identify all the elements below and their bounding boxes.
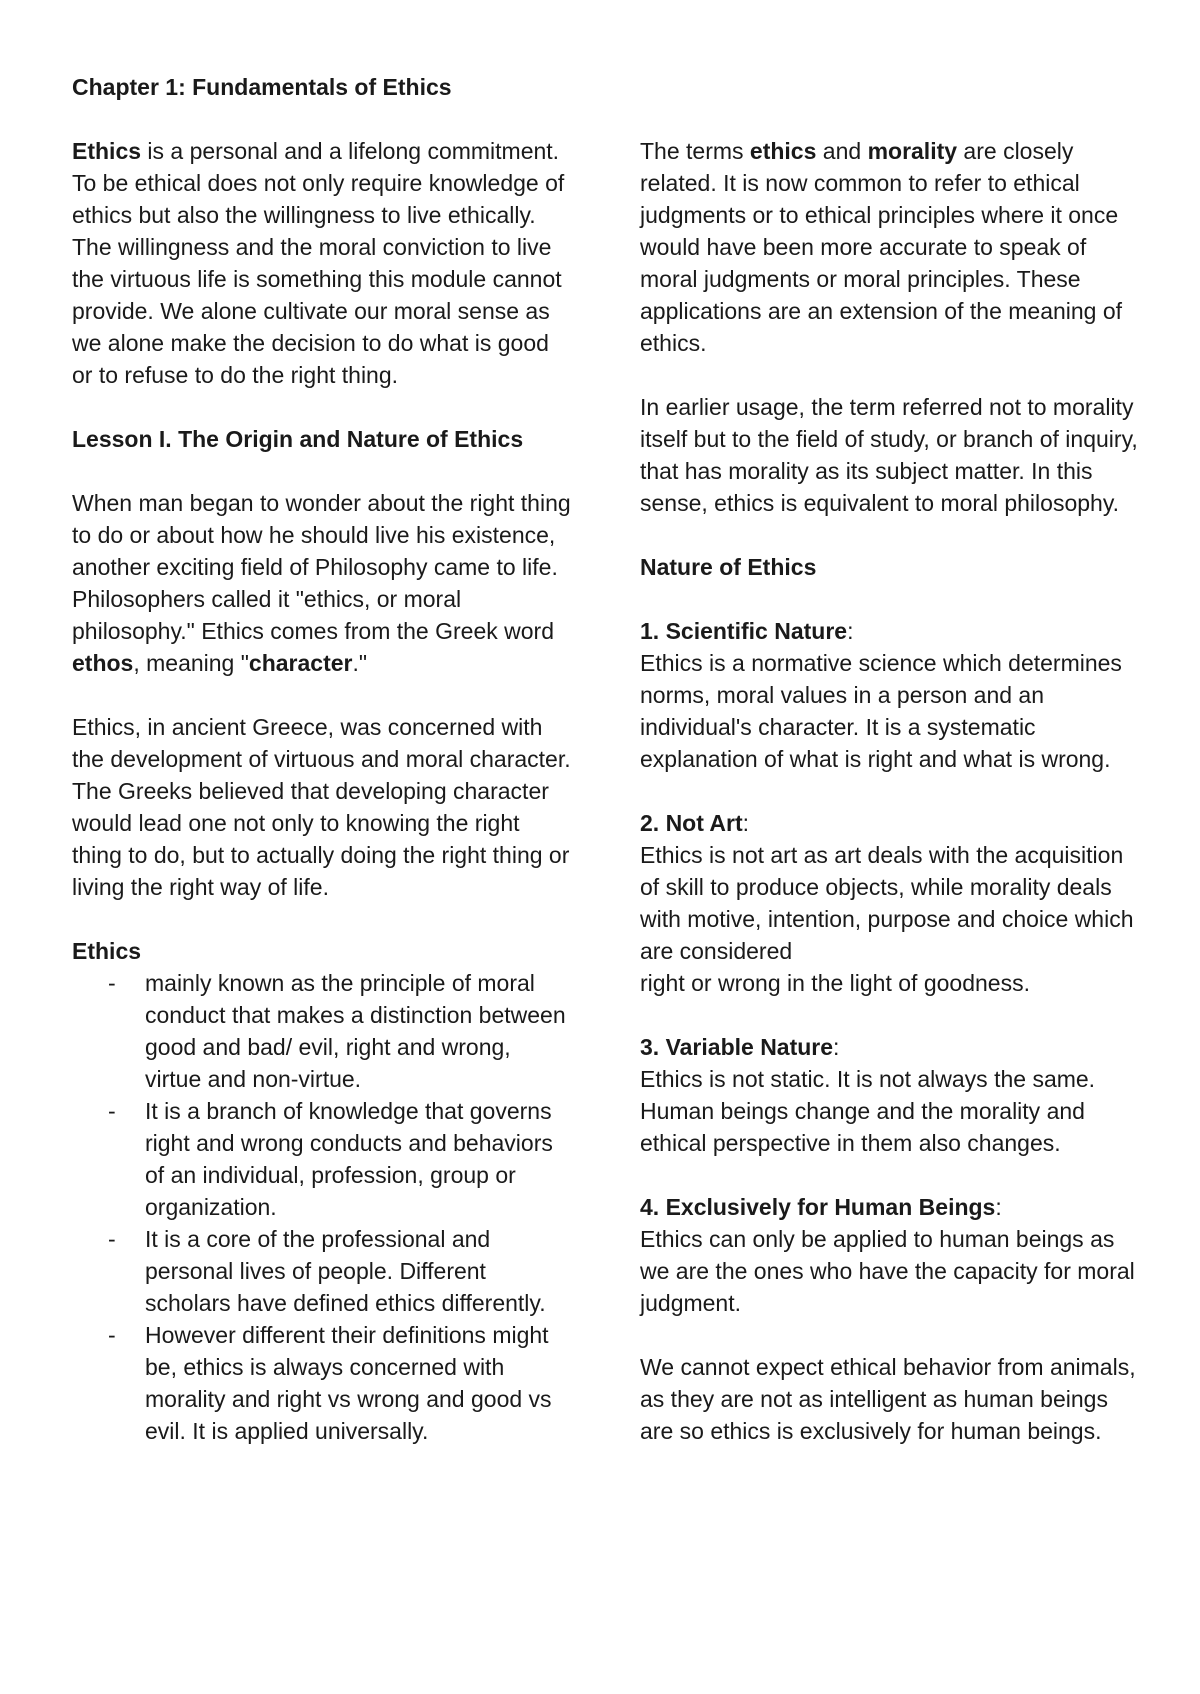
dash-bullet: - bbox=[108, 1226, 116, 1252]
ethics-heading bbox=[72, 935, 572, 967]
nature-item-text: Ethics is a normative science which determines norms, moral values in a person and an individual's character. It is a systematic explanation of what is right and what is wrong. bbox=[640, 650, 1122, 772]
list-item bbox=[72, 1223, 572, 1319]
nature-item-text: Ethics is not art as art deals with the acquisition of skill to produce objects, while morality deals with motive, intention, purpose and choice which are considered bbox=[640, 842, 1134, 964]
nature-item-label: 2. Not Art bbox=[640, 810, 743, 836]
nature-item-colon: : bbox=[995, 1194, 1002, 1220]
ethics-definition-list bbox=[72, 967, 572, 1447]
nature-item-text-continued: right or wrong in the light of goodness. bbox=[640, 970, 1030, 996]
list-item bbox=[72, 1319, 572, 1447]
nature-item-not-art bbox=[640, 807, 1145, 999]
list-item-text: It is a core of the professional and personal lives of people. Different scholars have defined ethics differently. bbox=[145, 1226, 546, 1316]
dash-bullet: - bbox=[108, 1098, 116, 1124]
terms-paragraph bbox=[640, 135, 1145, 359]
dash-bullet: - bbox=[108, 970, 116, 996]
nature-heading: Nature of Ethics bbox=[640, 554, 817, 580]
chapter-title: Chapter 1: Fundamentals of Ethics bbox=[72, 74, 452, 100]
origin-bold-ethos: ethos bbox=[72, 650, 134, 676]
nature-item-human bbox=[640, 1191, 1145, 1319]
intro-text: is a personal and a lifelong commitment. To be ethical does not only require knowledge of ethics but also the willingness to live ethically. The willingness and the moral conviction to live the virtuous life is something this module cannot provide. We alone cultivate our moral sense as we alone make the decision to do what is good or to refuse to do the right thing. bbox=[72, 138, 565, 388]
terms-text-a: The terms bbox=[640, 138, 750, 164]
ethics-heading-text: Ethics bbox=[72, 938, 142, 964]
list-item-text: It is a branch of knowledge that governs right and wrong conducts and behaviors of an individual, profession, group or organization. bbox=[145, 1098, 553, 1220]
nature-item-label: 1. Scientific Nature bbox=[640, 618, 848, 644]
origin-text-c: , meaning " bbox=[133, 650, 249, 676]
nature-item-variable bbox=[640, 1031, 1145, 1159]
right-column bbox=[640, 135, 1145, 1479]
nature-item-colon: : bbox=[742, 810, 750, 836]
closing-paragraph: We cannot expect ethical behavior from animals, as they are not as intelligent as human beings are so ethics is exclusively for human beings. bbox=[640, 1354, 1136, 1444]
origin-paragraph bbox=[72, 487, 572, 679]
origin-text-d: ." bbox=[352, 650, 368, 676]
terms-bold-ethics: ethics bbox=[749, 138, 817, 164]
left-column bbox=[72, 135, 572, 1447]
origin-text-a: When man began to wonder about the right thing to do or about how he should live his existence, another exciting field of Philosophy came to life. Philosophers called it "ethics, or moral philosophy." Ethics comes from the Greek word bbox=[72, 490, 571, 644]
list-item bbox=[72, 1095, 572, 1223]
origin-bold-character: character bbox=[248, 650, 353, 676]
terms-text-d: are closely related. It is now common to refer to ethical judgments or to ethical principles where it once would have been more accurate to speak of moral judgments or moral principles. These applications are an extension of the meaning of ethics. bbox=[640, 138, 1123, 356]
usage-paragraph: In earlier usage, the term referred not to morality itself but to the field of study, or branch of inquiry, that has morality as its subject matter. In this sense, ethics is equivalent to moral philosophy. bbox=[640, 394, 1138, 516]
nature-item-scientific bbox=[640, 615, 1145, 775]
list-item-text: However different their definitions might be, ethics is always concerned with morality and right vs wrong and good vs evil. It is applied universally. bbox=[145, 1322, 552, 1444]
lesson-heading: Lesson I. The Origin and Nature of Ethics bbox=[72, 426, 524, 452]
nature-item-label: 4. Exclusively for Human Beings bbox=[640, 1194, 996, 1220]
nature-item-label: 3. Variable Nature bbox=[640, 1034, 834, 1060]
list-item bbox=[72, 967, 572, 1095]
nature-item-colon: : bbox=[833, 1034, 840, 1060]
terms-bold-morality: morality bbox=[867, 138, 958, 164]
nature-item-colon: : bbox=[847, 618, 854, 644]
nature-item-text: Ethics can only be applied to human beings as we are the ones who have the capacity for moral judgment. bbox=[640, 1226, 1135, 1316]
intro-bold-term: Ethics bbox=[72, 138, 142, 164]
intro-paragraph bbox=[72, 135, 572, 391]
nature-item-text: Ethics is not static. It is not always the same. Human beings change and the morality and ethical perspective in them also changes. bbox=[640, 1066, 1096, 1156]
dash-bullet: - bbox=[108, 1322, 116, 1348]
list-item-text: mainly known as the principle of moral conduct that makes a distinction between good and bad/ evil, right and wrong, virtue and non-virtue. bbox=[145, 970, 566, 1092]
greece-paragraph: Ethics, in ancient Greece, was concerned with the development of virtuous and moral character. The Greeks believed that developing character would lead one not only to knowing the right thing to do, but to actually doing the right thing or living the right way of life. bbox=[72, 714, 571, 900]
terms-text-c: and bbox=[816, 138, 868, 164]
